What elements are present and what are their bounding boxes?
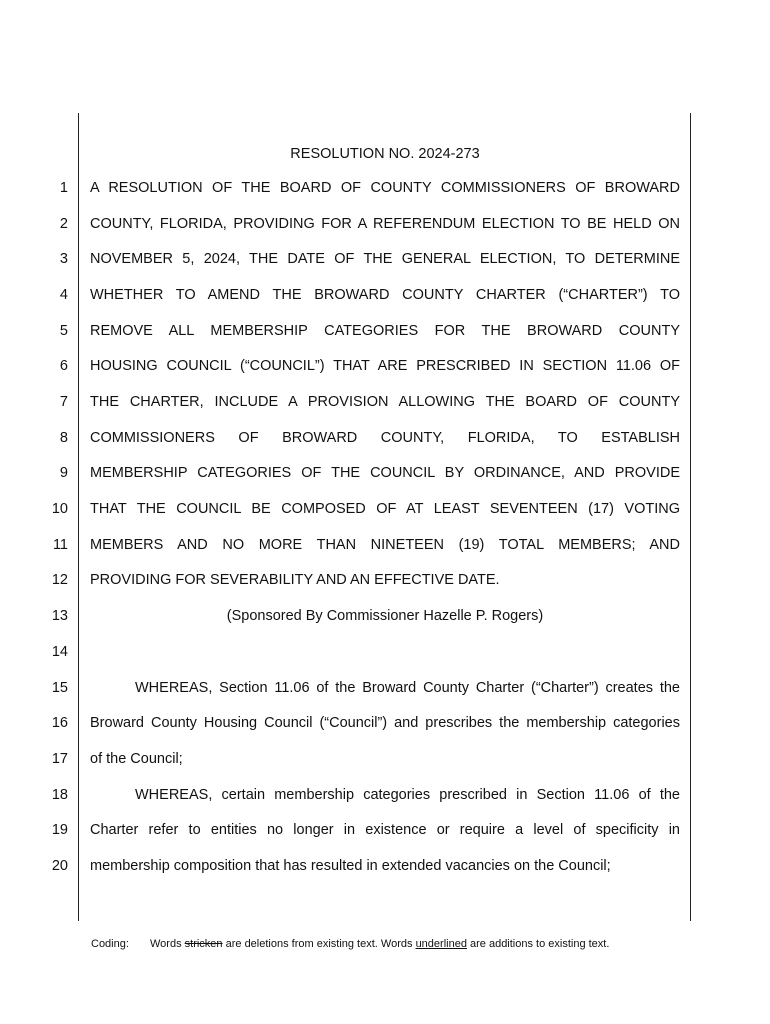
resolution-text-line: THAT THE COUNCIL BE COMPOSED OF AT LEAST SEVENTEEN (17) VOTING — [90, 501, 680, 517]
right-margin-rule — [690, 113, 691, 921]
resolution-text-line: PROVIDING FOR SEVERABILITY AND AN EFFECTIVE DATE. — [90, 572, 500, 588]
line-number: 11 — [52, 537, 68, 553]
line-number: 20 — [51, 858, 68, 874]
resolution-text-line: COMMISSIONERS OF BROWARD COUNTY, FLORIDA, TO ESTABLISH — [90, 430, 680, 446]
coding-text: Words — [149, 938, 182, 950]
resolution-text-line: COUNTY, FLORIDA, PROVIDING FOR A REFERENDUM ELECTION TO BE HELD ON — [90, 216, 680, 232]
resolution-text-line: MEMBERSHIP CATEGORIES OF THE COUNCIL BY ORDINANCE, AND PROVIDE — [90, 465, 680, 481]
line-number: 12 — [51, 572, 68, 588]
line-number: 7 — [59, 394, 68, 410]
resolution-text-line: A RESOLUTION OF THE BOARD OF COUNTY COMMISSIONERS OF BROWARD — [90, 180, 680, 196]
line-number: 5 — [59, 323, 68, 339]
resolution-text-line: NOVEMBER 5, 2024, THE DATE OF THE GENERAL ELECTION, TO DETERMINE — [90, 251, 680, 267]
line-number: 15 — [51, 680, 68, 696]
underlined-example: underlined — [415, 938, 467, 950]
whereas-clause-line: WHEREAS, Section 11.06 of the Broward County Charter (“Charter”) creates the — [135, 680, 680, 696]
sponsor-line: (Sponsored By Commissioner Hazelle P. Rogers) — [226, 608, 544, 624]
whereas-clause-line: Broward County Housing Council (“Council”) and prescribes the membership categories — [90, 715, 680, 731]
whereas-clause-line: Charter refer to entities no longer in existence or require a level of specificity in — [90, 822, 680, 838]
resolution-text-line: MEMBERS AND NO MORE THAN NINETEEN (19) TOTAL MEMBERS; AND — [90, 537, 680, 553]
resolution-text-line: WHETHER TO AMEND THE BROWARD COUNTY CHARTER (“CHARTER”) TO — [90, 287, 680, 303]
line-number: 6 — [59, 358, 68, 374]
line-number: 19 — [51, 822, 68, 838]
line-number: 8 — [59, 430, 68, 446]
line-number: 17 — [51, 751, 68, 767]
coding-text: are deletions from existing text. Words — [225, 938, 413, 950]
line-number: 13 — [51, 608, 68, 624]
whereas-clause-line: membership composition that has resulted in extended vacancies on the Council; — [90, 858, 611, 874]
resolution-text-line: THE CHARTER, INCLUDE A PROVISION ALLOWING THE BOARD OF COUNTY — [90, 394, 680, 410]
line-number: 18 — [51, 787, 68, 803]
resolution-text-line: HOUSING COUNCIL (“COUNCIL”) THAT ARE PRESCRIBED IN SECTION 11.06 OF — [90, 358, 680, 374]
resolution-title: RESOLUTION NO. 2024-273 — [290, 146, 480, 162]
coding-text: are additions to existing text. — [470, 938, 610, 950]
whereas-clause-line: of the Council; — [90, 751, 183, 767]
resolution-text-line: REMOVE ALL MEMBERSHIP CATEGORIES FOR THE BROWARD COUNTY — [90, 323, 680, 339]
stricken-example: stricken — [184, 938, 223, 950]
left-margin-rule — [78, 113, 79, 921]
coding-label: Coding: — [91, 938, 129, 950]
line-number: 2 — [59, 216, 68, 232]
line-number: 4 — [59, 287, 68, 303]
line-number: 16 — [51, 715, 68, 731]
line-number: 1 — [59, 180, 68, 196]
line-number: 10 — [51, 501, 68, 517]
line-number: 9 — [59, 465, 68, 481]
line-number: 14 — [51, 644, 68, 660]
line-number: 3 — [59, 251, 68, 267]
coding-footer — [91, 938, 609, 950]
whereas-clause-line: WHEREAS, certain membership categories prescribed in Section 11.06 of the — [135, 787, 680, 803]
